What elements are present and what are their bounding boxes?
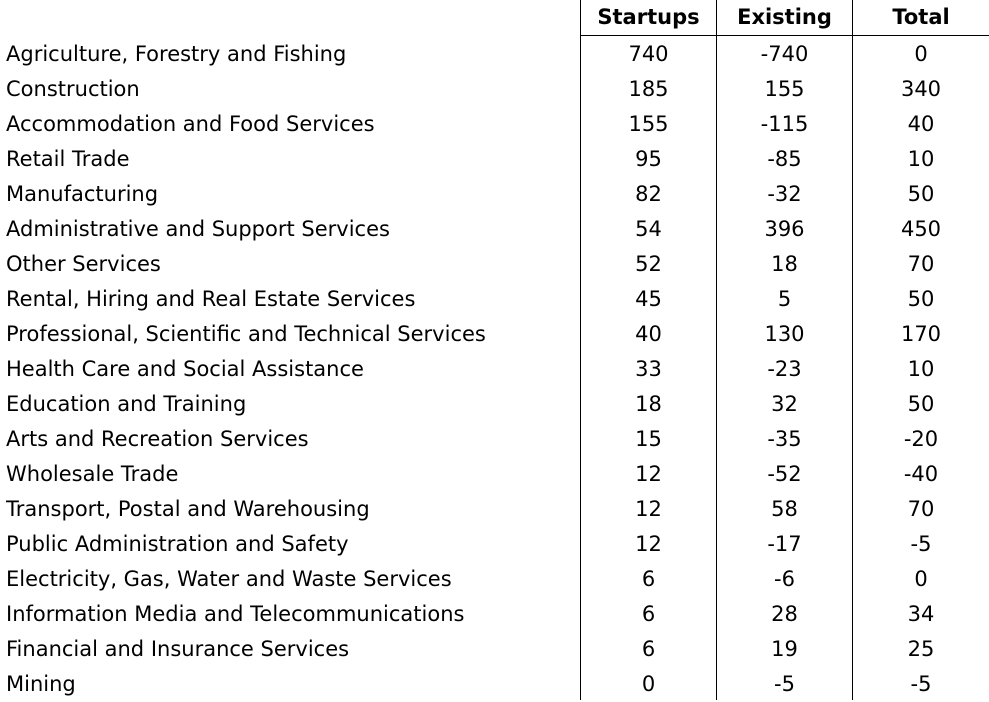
startups-cell: 185 xyxy=(628,77,669,101)
existing-cell: -5 xyxy=(774,672,795,696)
table-row xyxy=(0,212,989,247)
industry-cell: Administrative and Support Services xyxy=(6,217,390,241)
total-cell: 0 xyxy=(914,42,928,66)
total-cell: 50 xyxy=(907,287,935,311)
existing-cell: -115 xyxy=(760,112,809,136)
industry-cell: Information Media and Telecommunications xyxy=(6,602,465,626)
table-row xyxy=(0,632,989,667)
total-cell: 170 xyxy=(900,322,942,346)
column-header-startups: Startups xyxy=(597,5,700,29)
table-row xyxy=(0,527,989,562)
total-cell: 70 xyxy=(907,497,935,521)
table-row xyxy=(0,142,989,177)
industry-cell: Manufacturing xyxy=(6,182,159,206)
total-cell: 0 xyxy=(914,567,928,591)
existing-cell: -740 xyxy=(760,42,809,66)
startups-cell: 12 xyxy=(635,462,662,486)
industry-cell: Financial and Insurance Services xyxy=(6,637,350,661)
total-cell: 450 xyxy=(900,217,942,241)
industry-cell: Retail Trade xyxy=(6,147,130,171)
existing-cell: 19 xyxy=(771,637,798,661)
startups-cell: 12 xyxy=(635,532,662,556)
total-cell: -20 xyxy=(903,427,939,451)
industry-cell: Accommodation and Food Services xyxy=(6,112,375,136)
startups-cell: 45 xyxy=(635,287,662,311)
column-divider xyxy=(852,0,853,700)
industry-cell: Public Administration and Safety xyxy=(6,532,349,556)
table-row xyxy=(0,492,989,527)
table-row xyxy=(0,457,989,492)
industry-cell: Construction xyxy=(6,77,140,101)
table-row xyxy=(0,177,989,212)
existing-cell: -32 xyxy=(767,182,802,206)
industry-cell: Agriculture, Forestry and Fishing xyxy=(6,42,347,66)
table-row xyxy=(0,282,989,317)
column-divider xyxy=(716,0,717,700)
table-row xyxy=(0,72,989,107)
existing-cell: -6 xyxy=(774,567,795,591)
industry-cell: Mining xyxy=(6,672,76,696)
header-underline xyxy=(581,35,989,36)
total-cell: -5 xyxy=(910,672,932,696)
existing-cell: 396 xyxy=(764,217,805,241)
industry-cell: Education and Training xyxy=(6,392,247,416)
total-cell: 340 xyxy=(900,77,942,101)
existing-cell: 32 xyxy=(771,392,798,416)
industry-cell: Electricity, Gas, Water and Waste Services xyxy=(6,567,452,591)
table-row xyxy=(0,387,989,422)
column-divider xyxy=(580,0,581,700)
startups-cell: 95 xyxy=(635,147,662,171)
existing-cell: -85 xyxy=(767,147,802,171)
total-cell: 25 xyxy=(907,637,935,661)
table-row xyxy=(0,247,989,282)
table-row xyxy=(0,317,989,352)
existing-cell: 5 xyxy=(777,287,792,311)
startups-cell: 155 xyxy=(628,112,669,136)
startups-cell: 6 xyxy=(641,637,656,661)
startups-cell: 6 xyxy=(641,602,656,626)
startups-cell: 15 xyxy=(635,427,662,451)
table-row xyxy=(0,667,989,702)
industry-cell: Wholesale Trade xyxy=(6,462,179,486)
total-cell: 70 xyxy=(907,252,935,276)
table-header-row xyxy=(0,0,989,35)
startups-cell: 6 xyxy=(641,567,656,591)
existing-cell: -35 xyxy=(767,427,802,451)
table-row xyxy=(0,422,989,457)
total-cell: 40 xyxy=(907,112,935,136)
total-cell: 10 xyxy=(907,147,935,171)
startups-cell: 82 xyxy=(635,182,662,206)
table-row xyxy=(0,597,989,632)
startups-cell: 18 xyxy=(635,392,662,416)
total-cell: -40 xyxy=(903,462,939,486)
total-cell: 50 xyxy=(907,182,935,206)
column-header-total: Total xyxy=(892,5,950,29)
existing-cell: 28 xyxy=(771,602,798,626)
existing-cell: 58 xyxy=(771,497,798,521)
existing-cell: -52 xyxy=(767,462,802,486)
existing-cell: -23 xyxy=(767,357,802,381)
startups-cell: 54 xyxy=(635,217,662,241)
startups-cell: 0 xyxy=(641,672,656,696)
existing-cell: 18 xyxy=(771,252,798,276)
existing-cell: -17 xyxy=(767,532,802,556)
table-row xyxy=(0,107,989,142)
industry-cell: Rental, Hiring and Real Estate Services xyxy=(6,287,416,311)
table-row xyxy=(0,37,989,72)
startups-cell: 12 xyxy=(635,497,662,521)
existing-cell: 155 xyxy=(764,77,805,101)
startups-cell: 33 xyxy=(635,357,662,381)
industry-cell: Health Care and Social Assistance xyxy=(6,357,364,381)
total-cell: 34 xyxy=(907,602,935,626)
startups-cell: 740 xyxy=(628,42,669,66)
column-header-existing: Existing xyxy=(737,5,832,29)
industry-cell: Arts and Recreation Services xyxy=(6,427,309,451)
total-cell: 50 xyxy=(907,392,935,416)
startups-cell: 52 xyxy=(635,252,662,276)
table-row xyxy=(0,562,989,597)
industry-cell: Other Services xyxy=(6,252,161,276)
industry-cell: Professional, Scientific and Technical Services xyxy=(6,322,486,346)
table-row xyxy=(0,352,989,387)
industry-cell: Transport, Postal and Warehousing xyxy=(6,497,370,521)
total-cell: 10 xyxy=(907,357,935,381)
existing-cell: 130 xyxy=(764,322,805,346)
startups-cell: 40 xyxy=(635,322,662,346)
total-cell: -5 xyxy=(910,532,932,556)
